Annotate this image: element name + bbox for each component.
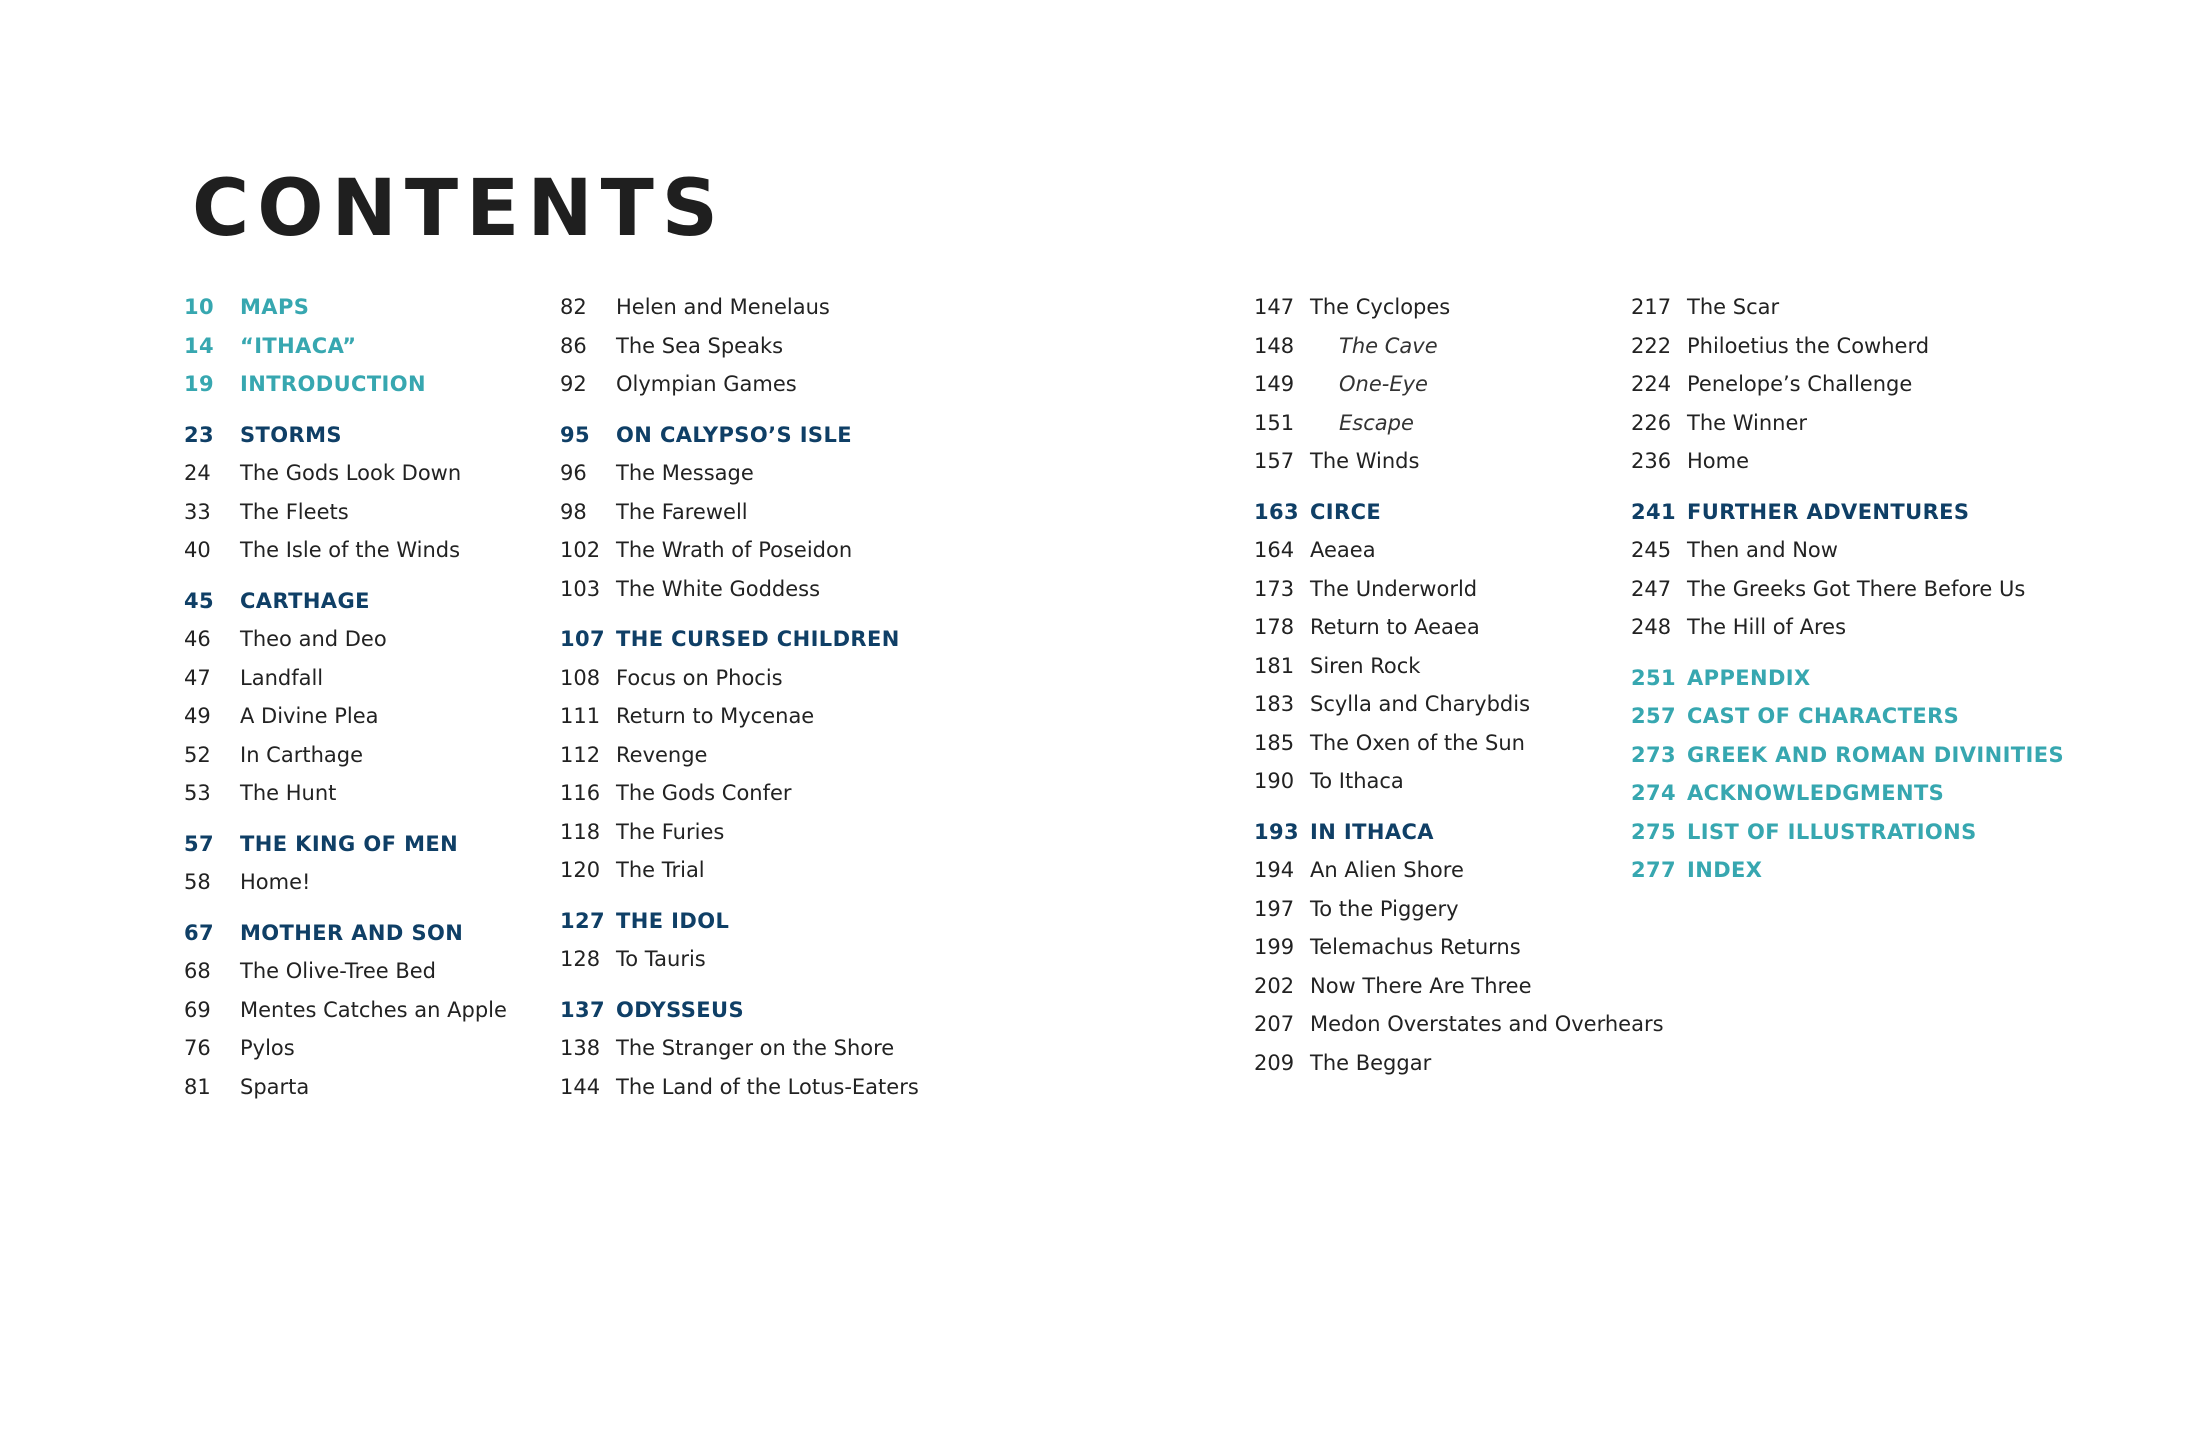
toc-entry-title: The Stranger on the Shore [616,1036,895,1060]
toc-entry-title: Home [1687,449,1750,473]
toc-column-1 [184,295,507,1113]
toc-page-number: 82 [560,295,587,319]
toc-entry-title: Now There Are Three [1310,973,1532,998]
toc-page-number: 120 [560,858,601,882]
toc-entry-title: LIST OF ILLUSTRATIONS [1687,819,1977,844]
toc-page-number: 33 [184,499,211,524]
toc-page-number: 67 [184,920,215,945]
toc-page-number: 222 [1631,333,1672,358]
toc-entry [1254,449,1664,488]
toc-entry [1254,1012,1664,1051]
toc-page-number: 107 [560,627,606,651]
toc-page-number: 185 [1254,730,1295,755]
toc-page-number: 116 [560,781,601,805]
toc-entry-title: Mentes Catches an Apple [240,997,507,1022]
toc-entry [560,538,919,577]
toc-entry-title: The Oxen of the Sun [1310,730,1525,755]
toc-entry-title: IN ITHACA [1310,819,1434,844]
toc-entry [1631,577,2064,616]
toc-entry [1254,769,1664,808]
toc-page-number: 209 [1254,1050,1295,1075]
toc-entry [184,704,507,743]
toc-page-number: 149 [1254,372,1295,396]
toc-page-number: 190 [1254,769,1295,793]
toc-entry-title: Olympian Games [616,372,797,396]
toc-entry-title: CAST OF CHARACTERS [1687,704,1960,728]
toc-page-number: 118 [560,819,601,844]
toc-entry [1631,411,2064,450]
toc-entry [1631,334,2064,373]
toc-page-number: 178 [1254,615,1295,639]
toc-entry-title: In Carthage [240,742,364,767]
toc-page-number: 53 [184,781,211,805]
toc-page-number: 147 [1254,295,1295,319]
toc-entry-title: Siren Rock [1310,653,1421,678]
toc-page-number: 92 [560,372,587,396]
toc-column-2 [560,295,919,1113]
toc-subentry [1254,411,1664,450]
toc-page-number: 108 [560,665,601,690]
toc-entry-title: An Alien Shore [1310,858,1464,882]
toc-entry-title: Then and Now [1687,538,1838,562]
toc-entry-title: Revenge [616,742,708,767]
toc-section-heading [560,627,919,666]
toc-section-heading [184,295,507,334]
toc-entry [1254,897,1664,936]
toc-page-number: 23 [184,422,215,447]
toc-entry [560,461,919,500]
toc-entry-title: The Underworld [1310,576,1478,601]
toc-entry [560,500,919,539]
toc-entry [1631,295,2064,334]
toc-entry-title: INTRODUCTION [240,372,426,396]
toc-entry [184,627,507,666]
toc-entry-title: Focus on Phocis [616,665,783,690]
toc-page-number: 202 [1254,973,1295,998]
toc-entry [1631,372,2064,411]
toc-entry-title: To the Piggery [1310,896,1459,921]
toc-page-number: 24 [184,461,211,485]
toc-entry [1254,731,1664,770]
toc-entry-title: Sparta [240,1074,310,1099]
toc-entry-title: The White Goddess [616,576,821,601]
toc-page-number: 127 [560,908,606,933]
toc-page-number: 217 [1631,295,1672,319]
toc-page-number: 138 [560,1036,601,1060]
toc-page-number: 10 [184,295,215,319]
toc-entry-title: ACKNOWLEDGMENTS [1687,781,1945,805]
toc-entry-title: Philoetius the Cowherd [1687,333,1930,358]
toc-entry-title: THE KING OF MEN [240,831,459,856]
toc-entry [184,959,507,998]
toc-entry [560,666,919,705]
toc-page-number: 57 [184,831,215,856]
toc-entry-title: Helen and Menelaus [616,295,830,319]
toc-entry-title: Return to Aeaea [1310,615,1480,639]
toc-section-heading [1631,820,2064,859]
toc-page-number: 68 [184,959,211,983]
toc-section-heading [1631,858,2064,897]
toc-page-number: 157 [1254,449,1295,473]
toc-entry [184,743,507,782]
toc-entry [1254,692,1664,731]
toc-entry-title: The Wrath of Poseidon [616,538,853,562]
toc-section-heading [184,334,507,373]
toc-subentry [1254,334,1664,373]
toc-entry [560,858,919,897]
toc-page-number: 102 [560,538,601,562]
toc-entry-title: STORMS [240,422,342,447]
toc-page-number: 69 [184,997,211,1022]
toc-page-number: 76 [184,1036,211,1060]
toc-page-number: 193 [1254,819,1300,844]
toc-entry-title: The Sea Speaks [616,333,784,358]
toc-page-number: 103 [560,576,601,601]
toc-entry-title: GREEK AND ROMAN DIVINITIES [1687,742,2065,767]
toc-section-heading [1631,704,2064,743]
toc-page-number: 273 [1631,742,1677,767]
toc-entry [560,372,919,411]
toc-entry-title: The Greeks Got There Before Us [1687,576,2026,601]
toc-page-number: 199 [1254,935,1295,959]
toc-entry-title: A Divine Plea [240,704,379,728]
toc-entry-title: The Hunt [240,781,337,805]
toc-entry [184,998,507,1037]
toc-page-number: 183 [1254,692,1295,716]
toc-entry-title: Home! [240,870,311,894]
toc-page-number: 14 [184,333,215,358]
toc-entry-title: THE IDOL [616,908,730,933]
toc-page-number: 81 [184,1074,211,1099]
toc-entry [184,781,507,820]
toc-page-number: 58 [184,870,211,894]
toc-section-heading [184,832,507,871]
toc-page-number: 128 [560,947,601,971]
toc-page-number: 111 [560,704,601,728]
toc-page-number: 274 [1631,781,1677,805]
toc-entry [1254,577,1664,616]
toc-page-number: 194 [1254,858,1295,882]
toc-section-heading [184,372,507,411]
toc-entry-title: The Fleets [240,499,349,524]
toc-page-number: 173 [1254,576,1295,601]
toc-entry [560,1075,919,1114]
toc-entry-title: The Winner [1687,410,1808,435]
toc-entry-title: The Gods Confer [616,781,792,805]
toc-entry [1254,974,1664,1013]
toc-page-number: 49 [184,704,211,728]
toc-page-number: 164 [1254,538,1295,562]
toc-entry-title: Pylos [240,1036,295,1060]
toc-entry [1631,538,2064,577]
toc-section-heading [560,909,919,948]
toc-entry [184,461,507,500]
toc-entry [184,538,507,577]
toc-page-number: 19 [184,372,215,396]
toc-page-number: 148 [1254,333,1295,358]
toc-page-number: 40 [184,538,211,562]
toc-page-number: 257 [1631,704,1677,728]
toc-page-number: 151 [1254,410,1295,435]
toc-page-number: 95 [560,422,591,447]
toc-entry-title: MAPS [240,295,310,319]
toc-entry-title: Landfall [240,665,324,690]
toc-section-heading [184,423,507,462]
toc-entry-title: Scylla and Charybdis [1310,692,1531,716]
toc-page-number: 96 [560,461,587,485]
toc-page-number: 251 [1631,665,1677,690]
toc-column-4 [1631,295,2064,897]
toc-section-heading [560,423,919,462]
toc-page-number: 248 [1631,615,1672,639]
toc-entry-title: To Ithaca [1310,769,1404,793]
toc-page-number: 47 [184,665,211,690]
toc-page-number: 112 [560,742,601,767]
toc-entry [184,666,507,705]
toc-page-number: 247 [1631,576,1672,601]
toc-entry [560,334,919,373]
toc-column-3 [1254,295,1664,1089]
toc-entry-title: Aeaea [1310,538,1376,562]
toc-entry-title: CIRCE [1310,499,1382,524]
toc-entry-title: APPENDIX [1687,665,1811,690]
toc-entry [560,295,919,334]
toc-entry [184,870,507,909]
toc-page-number: 45 [184,588,215,613]
toc-page-number: 98 [560,499,587,524]
toc-page-number: 163 [1254,499,1300,524]
toc-entry [1254,858,1664,897]
toc-entry-title: The Gods Look Down [240,461,462,485]
toc-section-heading [1254,820,1664,859]
toc-entry-title: The Farewell [616,499,748,524]
toc-entry-title: Escape [1339,410,1414,435]
toc-section-heading [560,998,919,1037]
toc-entry [1254,654,1664,693]
toc-subentry [1254,372,1664,411]
toc-entry-title: The Cave [1339,333,1438,358]
toc-section-heading [1631,666,2064,705]
toc-entry-title: The Winds [1310,449,1420,473]
toc-section-heading [1631,500,2064,539]
toc-entry [1254,615,1664,654]
toc-entry [1254,295,1664,334]
toc-entry-title: The Cyclopes [1310,295,1451,319]
toc-section-heading [184,589,507,628]
toc-entry-title: Penelope’s Challenge [1687,372,1913,396]
toc-entry [1254,1051,1664,1090]
toc-entry-title: Telemachus Returns [1310,935,1521,959]
toc-entry [1254,935,1664,974]
toc-entry [184,1075,507,1114]
toc-entry [560,1036,919,1075]
toc-page-number: 86 [560,333,587,358]
toc-section-heading [184,921,507,960]
toc-page-number: 144 [560,1074,601,1099]
toc-entry-title: The Olive-Tree Bed [240,959,437,983]
toc-entry-title: The Isle of the Winds [240,538,461,562]
toc-entry [1254,538,1664,577]
toc-entry-title: CARTHAGE [240,588,370,613]
toc-entry-title: ODYSSEUS [616,997,744,1022]
toc-page-number: 197 [1254,896,1295,921]
toc-entry-title: To Tauris [616,947,706,971]
toc-entry-title: ON CALYPSO’S ISLE [616,422,852,447]
toc-page-number: 277 [1631,858,1677,882]
toc-entry-title: The Land of the Lotus-Eaters [616,1074,919,1099]
toc-entry [560,577,919,616]
toc-page-number: 245 [1631,538,1672,562]
toc-page-number: 275 [1631,819,1677,844]
toc-entry-title: The Scar [1687,295,1780,319]
toc-entry [560,947,919,986]
toc-entry [1631,449,2064,488]
toc-page-number: 224 [1631,372,1672,396]
toc-page-number: 226 [1631,410,1672,435]
toc-entry [560,704,919,743]
page-title: CONTENTS [192,164,726,254]
toc-entry-title: INDEX [1687,858,1763,882]
toc-entry-title: FURTHER ADVENTURES [1687,499,1970,524]
toc-entry [560,820,919,859]
toc-page-number: 207 [1254,1012,1295,1036]
toc-page-number: 137 [560,997,606,1022]
toc-entry-title: Return to Mycenae [616,704,815,728]
toc-section-heading [1631,743,2064,782]
toc-entry [1631,615,2064,654]
toc-entry-title: The Message [616,461,754,485]
toc-page-number: 52 [184,742,211,767]
toc-entry-title: The Trial [616,858,705,882]
toc-entry-title: “ITHACA” [240,333,357,358]
toc-entry-title: The Beggar [1310,1050,1432,1075]
toc-entry-title: Theo and Deo [240,627,387,651]
toc-entry-title: The Furies [616,819,725,844]
toc-page-number: 46 [184,627,211,651]
toc-entry-title: THE CURSED CHILDREN [616,627,900,651]
toc-entry-title: Medon Overstates and Overhears [1310,1012,1664,1036]
toc-entry [184,500,507,539]
toc-entry [184,1036,507,1075]
toc-page-number: 181 [1254,653,1295,678]
toc-section-heading [1631,781,2064,820]
toc-entry [560,781,919,820]
toc-entry [560,743,919,782]
toc-entry-title: The Hill of Ares [1687,615,1847,639]
toc-section-heading [1254,500,1664,539]
toc-page-number: 241 [1631,499,1677,524]
toc-entry-title: One-Eye [1339,372,1428,396]
toc-entry-title: MOTHER AND SON [240,920,464,945]
toc-page-number: 236 [1631,449,1672,473]
